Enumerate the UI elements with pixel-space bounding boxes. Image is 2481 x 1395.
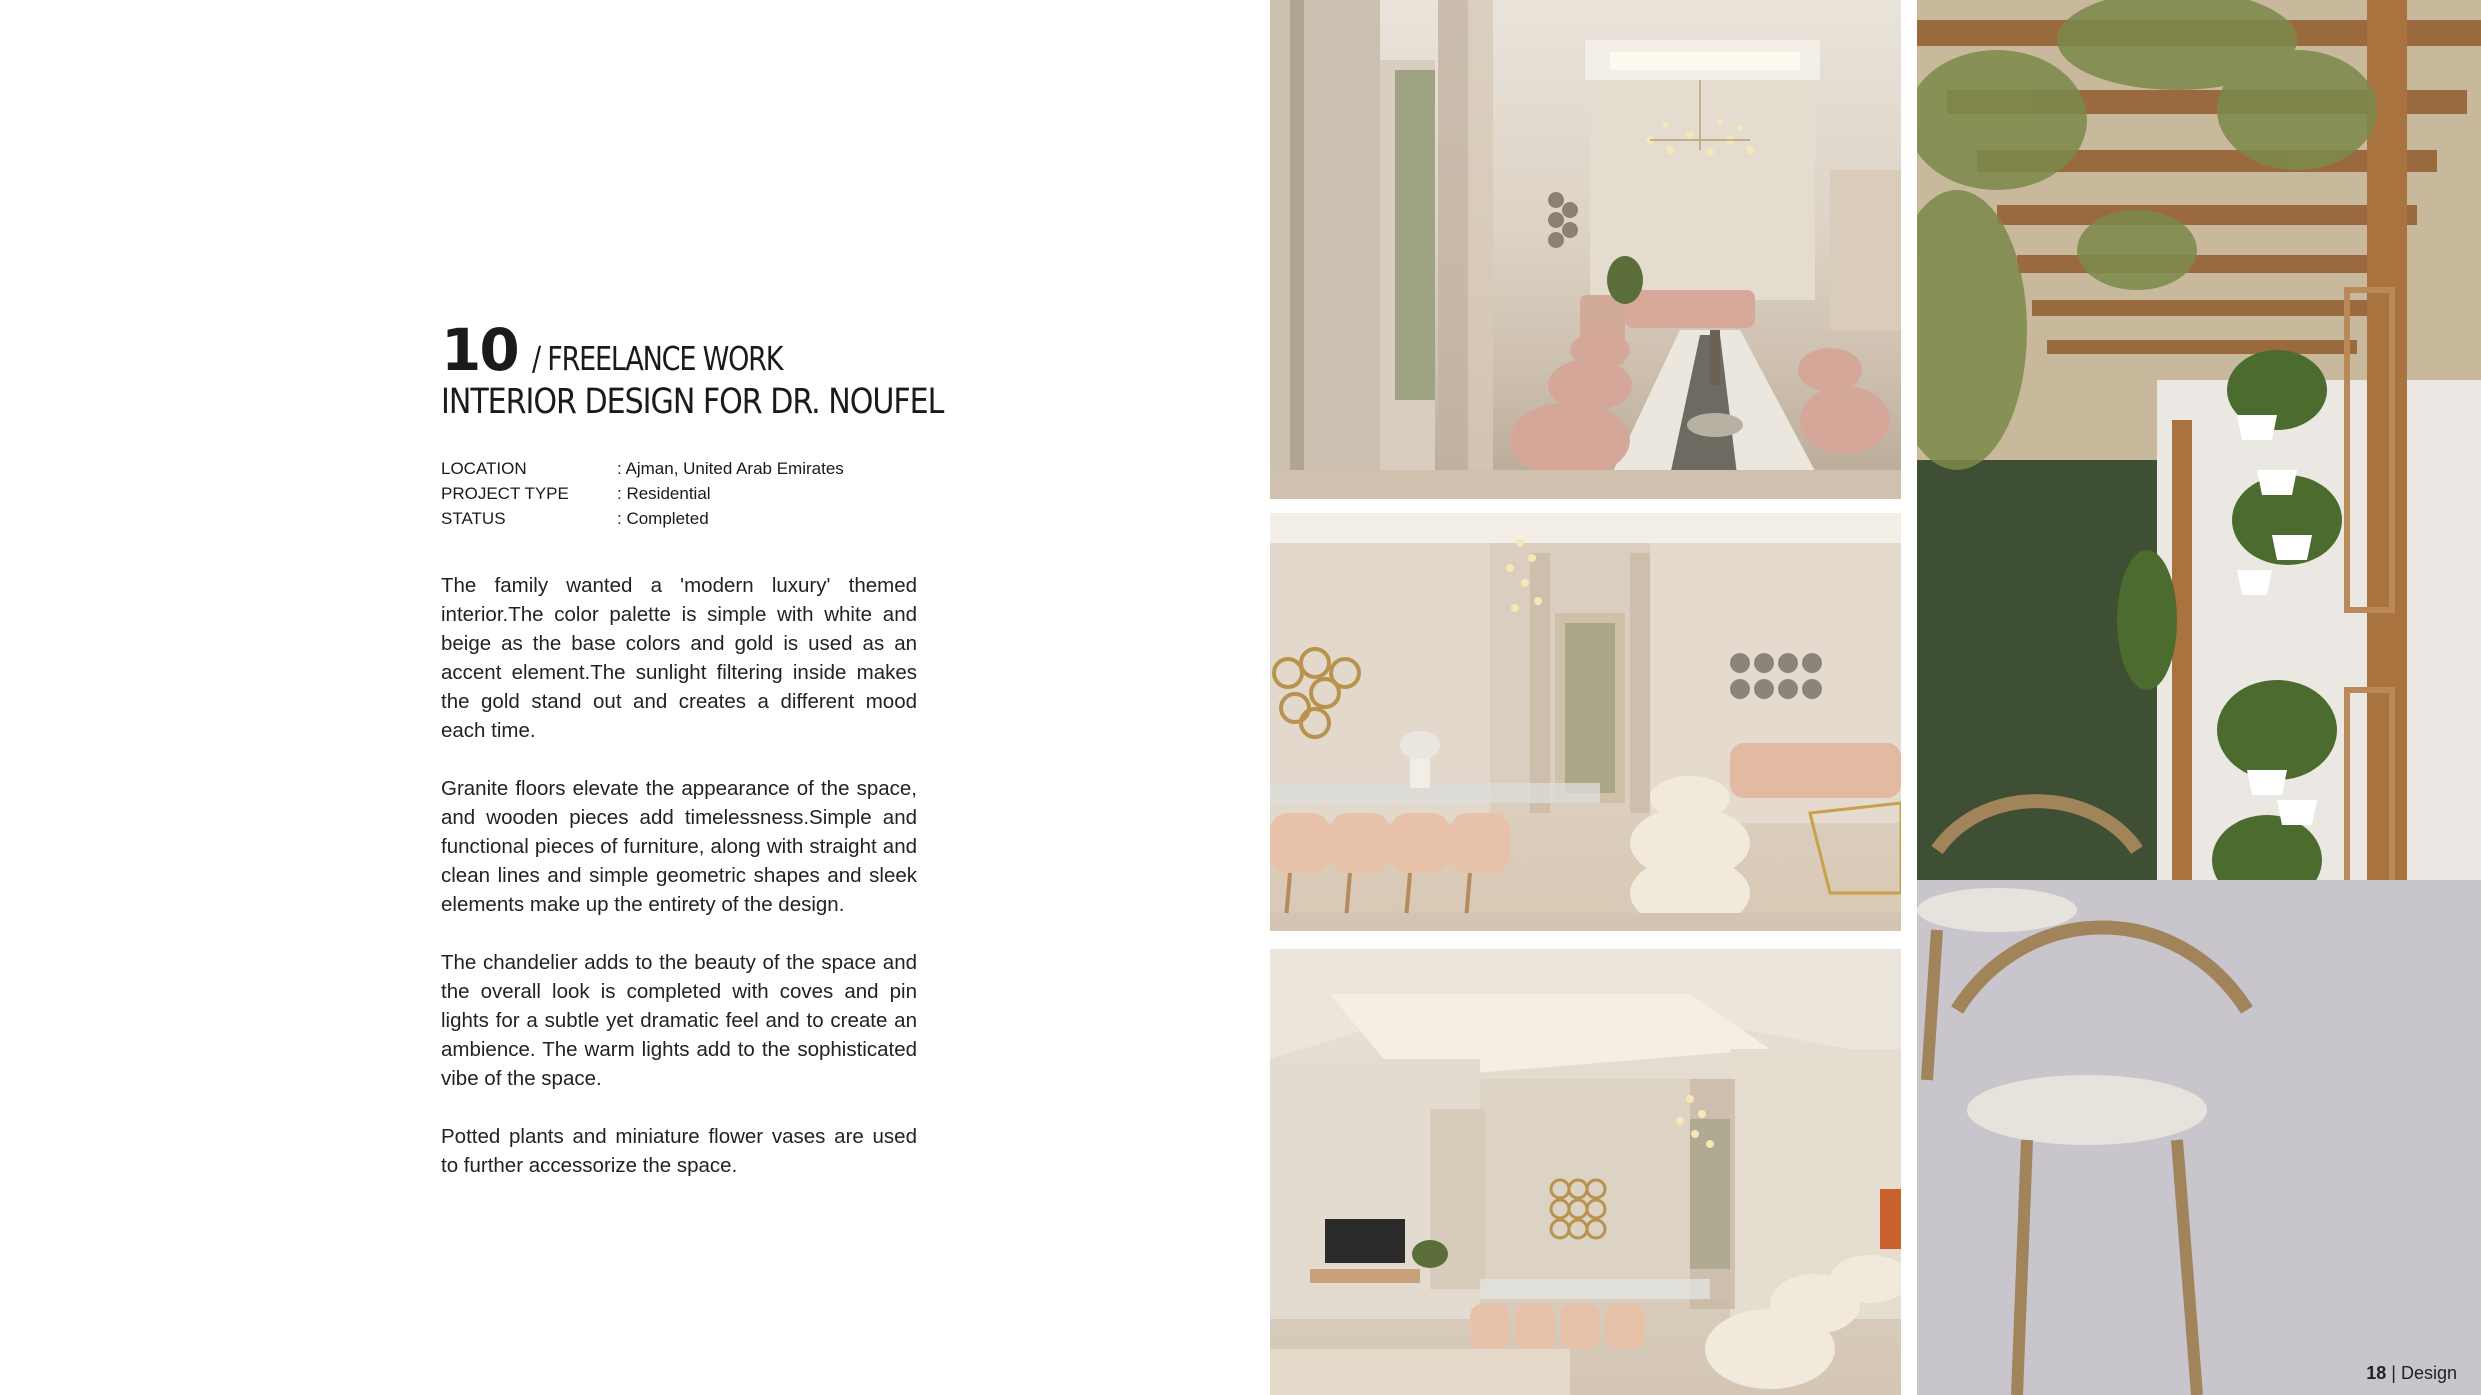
terrace-illustration: [1917, 0, 2481, 1395]
description-paragraph: Potted plants and miniature flower vases are used to further accessorize the space.: [441, 1125, 917, 1177]
page-number: 18: [2366, 1363, 2387, 1383]
meta-label: PROJECT TYPE: [441, 484, 569, 503]
tv-lounge-illustration: [1270, 949, 1901, 1395]
project-number: 10: [441, 316, 518, 384]
meta-row-location: [441, 456, 844, 481]
meta-label: STATUS: [441, 509, 506, 528]
living-room-illustration: [1270, 513, 1901, 931]
dining-room-render: [1270, 0, 1901, 499]
description-paragraph: Granite floors elevate the appearance of the space, and wooden pieces add timelessness.Simple and functional pieces of furniture, along with straight and clean lines and simple geometric shapes and sleek elements make up the entirety of the design.: [441, 777, 917, 916]
meta-value: : Completed: [617, 509, 709, 528]
meta-value: : Residential: [617, 484, 711, 503]
terrace-render: [1917, 0, 2481, 1395]
dining-room-illustration: [1270, 0, 1901, 499]
project-description: [441, 571, 917, 1209]
project-heading: [441, 318, 1061, 424]
living-room-render: [1270, 513, 1901, 931]
meta-label: LOCATION: [441, 459, 527, 478]
footer-separator: |: [2391, 1363, 2396, 1383]
description-paragraph: The family wanted a 'modern luxury' themed interior.The color palette is simple with white and beige as the base colors and gold is used as an accent element.The sunlight filtering inside makes the gold stand out and creates a different mood each time.: [441, 574, 917, 742]
page-footer: [2366, 1363, 2457, 1384]
meta-row-project-type: [441, 481, 844, 506]
project-number-row: [441, 318, 1061, 382]
section-name: Design: [2400, 1363, 2457, 1383]
meta-value: : Ajman, United Arab Emirates: [617, 459, 844, 478]
meta-row-status: [441, 506, 844, 531]
project-meta: [441, 456, 844, 531]
project-title: INTERIOR DESIGN FOR DR. NOUFEL: [441, 382, 944, 422]
description-paragraph: The chandelier adds to the beauty of the space and the overall look is completed with coves and pin lights for a subtle yet dramatic feel and to create an ambience. The warm lights add to the sophisticated vibe of the space.: [441, 951, 917, 1090]
project-category: / FREELANCE WORK: [531, 339, 782, 378]
tv-lounge-render: [1270, 949, 1901, 1395]
